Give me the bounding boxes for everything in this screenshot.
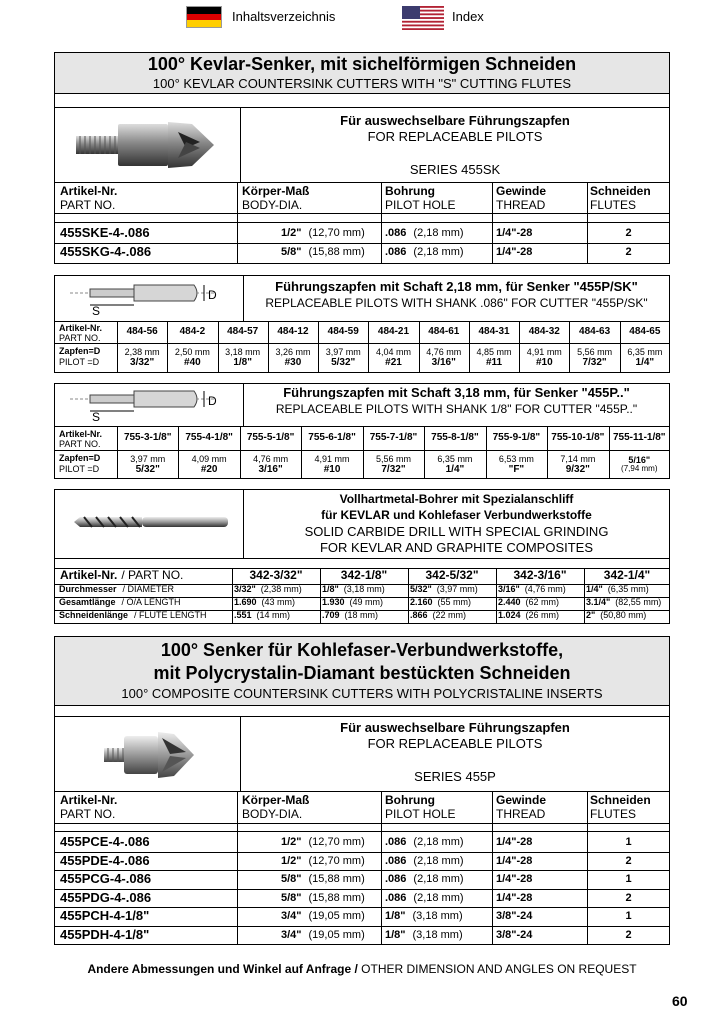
col-header-hole-en: PILOT HOLE [385, 198, 456, 212]
drill-spec-inch: .709 [322, 610, 340, 620]
body-dia [281, 246, 365, 258]
pilot-diameter-inch: 1/4" [445, 463, 465, 475]
col-header-thread-en: THREAD [496, 198, 546, 212]
pilot-hole-inch: .086 [385, 227, 407, 239]
pilot-diameter-mm: 4,76 mm [253, 453, 289, 464]
body-dia-mm: (15,88 mm) [308, 246, 365, 258]
pilot-diameter-inch: #11 [485, 357, 503, 369]
drill-spec-inch: 2.440 [498, 597, 521, 607]
pilot-diameter-mm: 4,91 mm [314, 453, 350, 464]
pilot-diameter [519, 343, 569, 373]
drill-row-label-en: / FLUTE LENGTH [134, 610, 207, 620]
pilot-diameter-inch: 5/32" [331, 357, 356, 369]
s2-col-header-thread-de: Gewinde [496, 793, 547, 807]
drill-spec-value [410, 585, 478, 595]
pilot-diameter [117, 450, 178, 479]
pilot-diameter-inch: 1/4" [635, 357, 655, 369]
col-header-flutes-de: Schneiden [590, 184, 651, 198]
body-dia-mm: (15,88 mm) [308, 873, 365, 885]
drill-spec-inch: 3/32" [234, 584, 256, 594]
s2-col-header-flutes-de: Schneiden [590, 793, 651, 807]
flutes: 1 [625, 836, 632, 848]
pilot-diameter [609, 450, 670, 479]
pilot-part-number: 755-10-1/8" [551, 432, 605, 444]
pilots1-row1-label-en: PART NO. [59, 333, 101, 343]
pilot-diameter [218, 343, 268, 373]
drills-header-de: Artikel-Nr. [60, 568, 118, 582]
flag-de-icon[interactable] [186, 6, 222, 28]
drill-spec-mm: (3,18 mm) [343, 584, 385, 594]
pilot-part-number: 484-31 [478, 326, 510, 338]
body-dia-inch: 3/4" [281, 928, 302, 941]
thread: 3/8"-24 [496, 910, 533, 922]
pilot-hole-inch: 1/8" [385, 928, 406, 941]
pilot-hole-mm: (3,18 mm) [412, 910, 463, 922]
pilots2-row2-label-de: Zapfen=D [59, 453, 101, 463]
pilot-diameter [569, 343, 619, 373]
pilot-diameter-inch: #40 [184, 357, 201, 369]
flutes: 2 [625, 227, 632, 239]
nav-en-link[interactable]: Index [452, 9, 484, 24]
drills-title-de1: Vollhartmetal-Bohrer mit Spezialanschliff [339, 492, 574, 506]
pilot-part-number: 755-8-1/8" [431, 432, 479, 444]
footer-note [0, 963, 724, 977]
nav-de-link[interactable]: Inhaltsverzeichnis [232, 9, 336, 24]
drill-spec-inch: .551 [234, 610, 252, 620]
pilot-hole-inch: .086 [385, 891, 407, 904]
pilot-diameter [178, 450, 239, 479]
section2-sub-de: Für auswechselbare Führungszapfen [340, 720, 570, 735]
drill-spec-mm: (82,55 mm) [615, 597, 662, 607]
pilot-part-number: 484-63 [579, 326, 611, 338]
part-number: 455SKE-4-.086 [60, 225, 150, 240]
pilot-diameter-mm: 3,18 mm [225, 347, 261, 358]
pilot-diameter-inch: 3/16" [431, 357, 456, 369]
thread: 1/4"-28 [496, 227, 533, 239]
drill-spec-value [234, 611, 290, 621]
pilot2-s-label: S [92, 410, 101, 424]
pilots2-title-en: REPLACEABLE PILOTS WITH SHANK 1/8" FOR CUTTER "455P.." [275, 402, 638, 416]
part-number: 455PCE-4-.086 [60, 834, 150, 849]
flutes: 1 [625, 873, 632, 885]
countersink-p-image [100, 722, 200, 786]
drills-header [60, 569, 183, 583]
section1-sub-de: Für auswechselbare Führungszapfen [340, 113, 570, 128]
drill-spec-mm: (43 mm) [261, 597, 296, 607]
pilot-diameter-mm: 5/16" [628, 454, 651, 465]
pilot-diameter-mm: 4,04 mm [375, 347, 411, 358]
s2-col-header-hole-de: Bohrung [385, 793, 435, 807]
flutes: 1 [625, 910, 632, 922]
pilot-diameter-mm: 6,53 mm [498, 453, 534, 464]
footer-note-de: Andere Abmessungen und Winkel auf Anfrage [87, 962, 352, 976]
footer-note-sep: / [351, 962, 362, 976]
drill-row-label [59, 598, 181, 608]
page-number: 60 [672, 993, 688, 1009]
pilot-diameter [620, 343, 670, 373]
drill-spec-value [322, 598, 383, 608]
section2-series: SERIES 455P [414, 769, 496, 784]
drill-spec-value [234, 598, 295, 608]
drill-part-number: 342-1/8" [340, 568, 388, 583]
pilot-part-number: 755-11-1/8" [612, 432, 666, 444]
pilot-diameter-mm: 4,09 mm [191, 453, 227, 464]
drill-spec-mm: (26 mm) [525, 610, 560, 620]
pilot-diameter-mm: 5,56 mm [577, 347, 613, 358]
drill-spec-mm: (50,80 mm) [600, 610, 647, 620]
pilot-diameter-mm: 3,26 mm [275, 347, 311, 358]
pilot-part-number: 484-32 [528, 326, 560, 338]
pilot-diameter-inch: 7/32" [582, 357, 607, 369]
pilots2-row2-label-en: PILOT =D [59, 464, 100, 474]
drills-title-en2: FOR KEVLAR AND GRAPHITE COMPOSITES [319, 540, 594, 555]
pilot-diameter [368, 343, 418, 373]
body-dia-mm: (12,70 mm) [308, 836, 365, 848]
pilot-diameter-inch: 3/16" [258, 463, 283, 475]
pilot-diameter-mm: 3,97 mm [325, 347, 361, 358]
section1-series: SERIES 455SK [409, 162, 501, 177]
pilot-part-number: 755-6-1/8" [308, 432, 356, 444]
drill-spec-mm: (3,97 mm) [436, 584, 478, 594]
pilots1-row2-label-de: Zapfen=D [59, 346, 101, 356]
pilots1-row2-label-en: PILOT =D [59, 357, 100, 367]
pilot-hole-inch: .086 [385, 836, 407, 848]
drill-spec-inch: 1.690 [234, 597, 257, 607]
s2-col-header-body-de: Körper-Maß [242, 793, 310, 807]
pilot-diameter-mm: 2,38 mm [124, 347, 160, 358]
section2-sub-en: FOR REPLACEABLE PILOTS [367, 736, 543, 751]
pilot-diameter-inch: (7,94 mm) [621, 464, 658, 474]
pilot-diameter-mm: 6,35 mm [437, 453, 473, 464]
pilot-part-number: 484-61 [428, 326, 460, 338]
body-dia-inch: 1/2" [281, 836, 302, 848]
drill-part-number: 342-3/16" [513, 568, 567, 583]
pilot-part-number: 484-65 [629, 326, 661, 338]
drill-spec-value [586, 598, 661, 608]
pilot-part-number: 755-3-1/8" [123, 432, 172, 444]
drill-row-label-de: Gesamtlänge [59, 597, 116, 607]
pilot-diameter-inch: 1/8" [233, 357, 252, 369]
body-dia-mm: (15,88 mm) [308, 891, 365, 904]
drill-part-number: 342-3/32" [249, 568, 303, 583]
drill-spec-mm: (49 mm) [349, 597, 384, 607]
pilot-diameter-mm: 6,35 mm [627, 347, 663, 358]
pilot-diameter-inch: 3/32" [130, 357, 155, 369]
pilot-part-number: 755-9-1/8" [492, 432, 541, 444]
thread: 1/4"-28 [496, 854, 533, 867]
drill-image [72, 508, 232, 536]
s2-col-header-hole-en: PILOT HOLE [385, 807, 456, 821]
flag-us-icon[interactable] [402, 6, 444, 30]
part-number: 455PCG-4-.086 [60, 871, 152, 886]
drills-header-en: / PART NO. [121, 568, 184, 582]
drill-spec-value [498, 585, 566, 595]
drill-spec-inch: 1/8" [322, 584, 339, 594]
drill-part-number: 342-1/4" [603, 568, 651, 583]
s2-col-header-part-de: Artikel-Nr. [60, 793, 118, 807]
pilot-hole-inch: .086 [385, 873, 407, 885]
pilot1-d-label: D [208, 288, 217, 302]
section1-title-de: 100° Kevlar-Senker, mit sichelförmigen Schneiden [147, 54, 577, 74]
pilot-diameter [419, 343, 469, 373]
drill-spec-mm: (18 mm) [344, 610, 379, 620]
drill-spec-mm: (2,38 mm) [260, 584, 302, 594]
pilot-diameter [301, 450, 362, 479]
pilot-hole [385, 855, 464, 867]
body-dia-mm: (19,05 mm) [308, 928, 365, 941]
drills-title-en1: SOLID CARBIDE DRILL WITH SPECIAL GRINDING [304, 524, 609, 539]
drill-spec-value [322, 611, 378, 621]
drill-spec-mm: (22 mm) [432, 610, 467, 620]
pilot-hole-mm: (2,18 mm) [413, 836, 464, 848]
part-number: 455SKG-4-.086 [60, 244, 152, 259]
section2-title-de1: 100° Senker für Kohlefaser-Verbundwerkstoffe, [160, 640, 564, 660]
body-dia [281, 892, 365, 904]
drill-row-label-de: Durchmesser [59, 584, 117, 594]
pilot-diameter-mm: 4,85 mm [476, 347, 512, 358]
section1-sub-en: FOR REPLACEABLE PILOTS [367, 129, 543, 144]
pilot-hole-mm: (3,18 mm) [412, 928, 463, 941]
pilots1-row1-label-de: Artikel-Nr. [59, 323, 103, 333]
drill-spec-value [586, 585, 649, 595]
s2-col-header-part-en: PART NO. [60, 807, 116, 821]
pilot-diameter [167, 343, 217, 373]
countersink-sk-image [74, 112, 224, 178]
pilot-diameter-mm: 4,76 mm [426, 347, 462, 358]
flutes: 2 [625, 928, 632, 941]
pilot-diameter [117, 343, 167, 373]
drill-spec-inch: 1.930 [322, 597, 345, 607]
part-number: 455PDG-4-.086 [60, 889, 152, 905]
pilot-hole [385, 873, 464, 885]
drills-title-de2: für KEVLAR und Kohlefaser Verbundwerkstoffe [321, 508, 592, 522]
drill-row-label [59, 585, 174, 595]
pilot-diameter [424, 450, 485, 479]
drill-spec-inch: 3.1/4" [586, 597, 611, 607]
flutes: 2 [625, 891, 632, 904]
col-header-thread-de: Gewinde [496, 184, 547, 198]
pilot-hole-mm: (2,18 mm) [413, 227, 464, 239]
drill-spec-mm: (6,35 mm) [607, 584, 649, 594]
pilot-diameter-inch: #30 [284, 357, 302, 369]
body-dia-mm: (19,05 mm) [308, 910, 365, 922]
drill-row-label [59, 611, 207, 621]
body-dia [281, 855, 365, 867]
pilot-hole [385, 227, 464, 239]
pilot-part-number: 484-12 [277, 326, 309, 338]
pilot-diameter-mm: 2,50 mm [174, 347, 210, 358]
pilot-diameter-mm: 3,97 mm [130, 453, 166, 464]
drill-row-label-en: / DIAMETER [122, 584, 175, 594]
body-dia-inch: 5/8" [281, 891, 302, 904]
drill-spec-inch: 2" [586, 610, 596, 620]
thread: 3/8"-24 [496, 928, 533, 941]
pilot-diameter-inch: #10 [535, 357, 553, 369]
body-dia-inch: 1/2" [281, 227, 302, 239]
pilots2-row1-label-de: Artikel-Nr. [59, 429, 103, 439]
col-header-flutes-en: FLUTES [590, 198, 637, 212]
body-dia [281, 227, 365, 239]
pilot-diameter [469, 343, 519, 373]
drill-spec-value [498, 598, 559, 608]
drill-spec-inch: 2.160 [410, 597, 433, 607]
pilot-diameter-inch: #10 [323, 463, 341, 475]
pilot-hole [385, 892, 464, 904]
pilot-diameter [363, 450, 424, 479]
drill-spec-value [586, 611, 646, 621]
col-header-part-de: Artikel-Nr. [60, 184, 118, 198]
drill-spec-mm: (55 mm) [437, 597, 472, 607]
pilot-part-number: 484-57 [227, 326, 259, 338]
pilot-diameter-inch: 7/32" [381, 463, 406, 475]
pilots1-title-de: Führungszapfen mit Schaft 2,18 mm, für Senker "455P/SK" [275, 279, 638, 294]
pilot-hole-inch: 1/8" [385, 910, 406, 922]
footer-note-en: OTHER DIMENSION AND ANGLES ON REQUEST [361, 962, 637, 976]
body-dia [281, 836, 365, 848]
drill-spec-value [410, 611, 466, 621]
drill-spec-inch: .866 [410, 610, 428, 620]
drill-spec-inch: 3/16" [498, 584, 520, 594]
drill-spec-inch: 5/32" [410, 584, 432, 594]
drill-spec-inch: 1/4" [586, 584, 603, 594]
thread: 1/4"-28 [496, 891, 533, 904]
section1-title-en: 100° KEVLAR COUNTERSINK CUTTERS WITH "S" CUTTING FLUTES [152, 76, 572, 91]
pilot-hole [385, 929, 463, 941]
pilot-part-number: 484-21 [377, 326, 410, 338]
body-dia-mm: (12,70 mm) [308, 227, 365, 239]
s2-col-header-flutes-en: FLUTES [590, 807, 637, 821]
body-dia [281, 910, 365, 922]
col-header-part-en: PART NO. [60, 198, 116, 212]
pilot1-s-label: S [92, 304, 101, 318]
col-header-hole-de: Bohrung [385, 184, 435, 198]
pilot-hole [385, 836, 464, 848]
section2-title-de2: mit Polycrystalin-Diamant bestückten Schneiden [153, 663, 571, 683]
col-header-body-en: BODY-DIA. [242, 198, 303, 212]
part-number: 455PDH-4-1/8" [60, 926, 150, 942]
body-dia-inch: 1/2" [281, 854, 302, 867]
pilot-diameter-mm: 7,14 mm [560, 453, 596, 464]
body-dia [281, 873, 365, 885]
pilot-hole [385, 910, 463, 922]
pilot-diameter-mm: 5,56 mm [375, 453, 411, 464]
body-dia-inch: 5/8" [281, 246, 302, 258]
drill-spec-mm: (62 mm) [525, 597, 560, 607]
drill-spec-value [410, 598, 471, 608]
section1-spacer [54, 93, 670, 108]
drill-row-label-de: Schneidenlänge [59, 610, 129, 620]
drill-spec-mm: (4,76 mm) [524, 584, 566, 594]
pilot-part-number: 755-5-1/8" [246, 432, 295, 444]
pilot-diameter-inch: #20 [200, 463, 218, 475]
col-header-body-de: Körper-Maß [242, 184, 310, 198]
pilots2-title-de: Führungszapfen mit Schaft 3,18 mm, für Senker "455P.." [283, 385, 630, 400]
pilot-hole-mm: (2,18 mm) [413, 246, 464, 258]
pilot-part-number: 755-7-1/8" [369, 432, 418, 444]
pilot2-d-label: D [208, 394, 217, 408]
pilot-hole-mm: (2,18 mm) [413, 873, 464, 885]
pilot-part-number: 484-2 [179, 326, 206, 338]
thread: 1/4"-28 [496, 246, 533, 258]
pilot-diameter-inch: #21 [385, 357, 402, 369]
part-number: 455PCH-4-1/8" [60, 908, 150, 923]
drill-spec-value [498, 611, 559, 621]
pilot-diameter [318, 343, 368, 373]
pilot-diameter [268, 343, 318, 373]
pilots1-title-en: REPLACEABLE PILOTS WITH SHANK .086" FOR CUTTER "455P/SK" [265, 296, 648, 310]
pilot-hole-mm: (2,18 mm) [413, 891, 464, 904]
drill-spec-inch: 1.024 [498, 610, 521, 620]
pilot-diameter-inch: "F" [508, 463, 525, 475]
drill-spec-value [322, 585, 385, 595]
body-dia-inch: 5/8" [281, 873, 302, 885]
s2-col-header-thread-en: THREAD [496, 807, 546, 821]
pilot-part-number: 755-4-1/8" [185, 432, 233, 444]
drill-spec-mm: (14 mm) [256, 610, 291, 620]
drill-row-label-en: / O/A LENGTH [121, 597, 181, 607]
part-number: 455PDE-4-.086 [60, 852, 150, 868]
s2-col-header-body-en: BODY-DIA. [242, 807, 303, 821]
thread: 1/4"-28 [496, 836, 533, 848]
body-dia [281, 929, 365, 941]
pilot-diameter [240, 450, 301, 479]
pilot-hole-inch: .086 [385, 246, 407, 258]
pilot-hole-inch: .086 [385, 854, 407, 867]
drill-spec-value [234, 585, 302, 595]
flutes: 2 [625, 246, 632, 258]
body-dia-inch: 3/4" [281, 910, 302, 922]
pilot-diameter-inch: 5/32" [135, 463, 160, 475]
pilot-part-number: 484-56 [126, 326, 158, 338]
thread: 1/4"-28 [496, 873, 533, 885]
pilot-diameter [547, 450, 608, 479]
section2-title-en: 100° COMPOSITE COUNTERSINK CUTTERS WITH POLYCRISTALINE INSERTS [121, 686, 603, 701]
pilot-diameter-mm: 4,91 mm [526, 347, 562, 358]
drill-part-number: 342-5/32" [425, 568, 479, 583]
flutes: 2 [625, 854, 632, 867]
pilot-part-number: 484-59 [327, 326, 359, 338]
pilot-hole [385, 246, 464, 258]
pilot-hole-mm: (2,18 mm) [413, 854, 464, 867]
pilot-diameter [486, 450, 547, 479]
pilot-diameter-inch: 9/32" [565, 463, 590, 475]
pilots2-row1-label-en: PART NO. [59, 439, 101, 449]
body-dia-mm: (12,70 mm) [308, 854, 365, 867]
